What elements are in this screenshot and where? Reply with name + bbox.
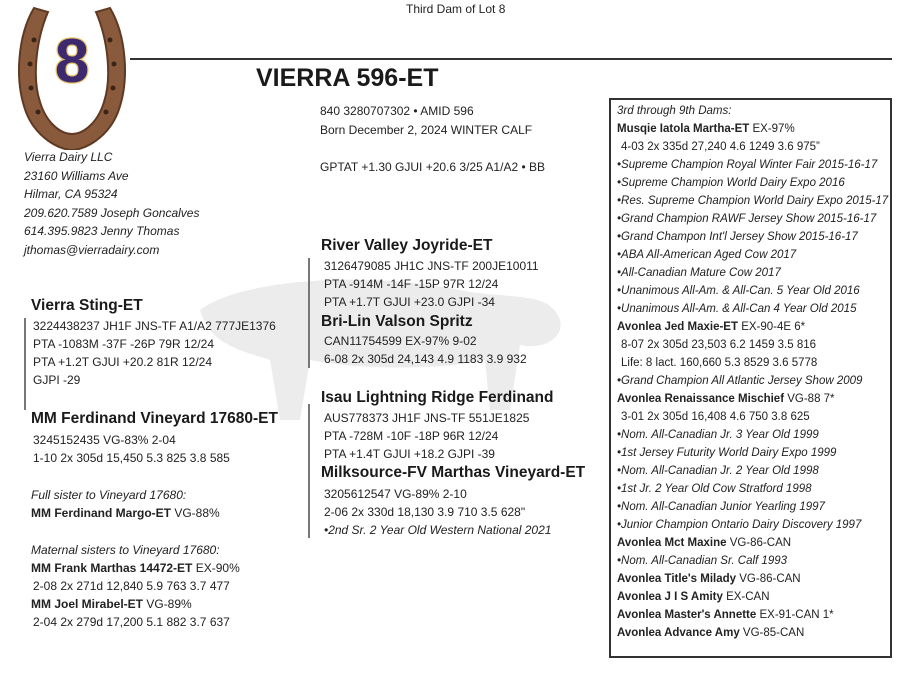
breeder-info bbox=[24, 148, 199, 260]
maternal-sister-name: MM Frank Marthas 14472-ET bbox=[31, 561, 193, 575]
dam-dam-line: 2-06 2x 330d 18,130 3.9 710 3.5 628" bbox=[324, 505, 526, 519]
dam-dam-line: 3205612547 VG-89% 2-10 bbox=[324, 487, 467, 501]
dams-heading: 3rd through 9th Dams: bbox=[617, 105, 732, 117]
dam-5-award: •1st Jr. 2 Year Old Cow Stratford 1998 bbox=[617, 483, 812, 495]
maternal-sister-score: EX-90% bbox=[192, 561, 240, 575]
dam-line: 3245152435 VG-83% 2-04 bbox=[33, 433, 176, 447]
dam-line: 1-10 2x 305d 15,450 5.3 825 3.8 585 bbox=[33, 451, 230, 465]
dam-9-name: Avonlea Master's Annette bbox=[617, 609, 757, 621]
maternal-sister-record: 2-04 2x 279d 17,200 5.1 882 3.7 637 bbox=[33, 615, 230, 629]
dam-6-score: VG-86-CAN bbox=[726, 537, 792, 549]
maternal-sister-name: MM Joel Mirabel-ET bbox=[31, 597, 144, 611]
sire-line: PTA -1083M -37F -26P 79R 12/24 bbox=[33, 337, 214, 351]
dam-3-award: •Supreme Champion World Dairy Expo 2016 bbox=[617, 177, 845, 189]
breeder-phone-1: 209.620.7589 Joseph Goncalves bbox=[24, 205, 200, 220]
dam-3-score: EX-97% bbox=[749, 123, 795, 135]
maternal-sister-record: 2-08 2x 271d 12,840 5.9 763 3.7 477 bbox=[33, 579, 230, 593]
dam-5-award: •Nom. All-Canadian Junior Yearling 1997 bbox=[617, 501, 825, 513]
dam-5-award: •Junior Champion Ontario Dairy Discovery 1997 bbox=[617, 519, 862, 531]
dam-9-score: EX-91-CAN 1* bbox=[756, 609, 834, 621]
dam-3-award: •All-Canadian Mature Cow 2017 bbox=[617, 267, 781, 279]
dam-4-record: 8-07 2x 305d 23,503 6.2 1459 3.5 816 bbox=[621, 339, 817, 351]
maternal-sister-score: VG-89% bbox=[143, 597, 192, 611]
dam-3-award: •Res. Supreme Champion World Dairy Expo 2015-17 bbox=[617, 195, 889, 207]
dam-dam-name: Milksource-FV Marthas Vineyard-ET bbox=[321, 464, 586, 481]
dam-10-score: VG-85-CAN bbox=[739, 627, 805, 639]
sire-sire-line: 3126479085 JH1C JNS-TF 200JE10011 bbox=[324, 259, 539, 273]
dam-3-award: •Grand Champion RAWF Jersey Show 2015-16-17 bbox=[617, 213, 877, 225]
dam-line-bracket bbox=[308, 404, 310, 538]
breeder-address: 23160 Williams Ave bbox=[24, 168, 129, 183]
dam-8-name: Avonlea J I S Amity bbox=[617, 591, 723, 603]
dam-3-award: •Unanimous All-Am. & All-Can 4 Year Old 2015 bbox=[617, 303, 857, 315]
sire-sire-line: PTA +1.7T GJUI +23.0 GJPI -34 bbox=[324, 295, 495, 309]
dam-dam-note: •2nd Sr. 2 Year Old Western National 2021 bbox=[324, 523, 552, 537]
dam-3-award: •ABA All-American Aged Cow 2017 bbox=[617, 249, 797, 261]
dam-3-name: Musqie Iatola Martha-ET bbox=[617, 123, 750, 135]
sire-dam-name: Bri-Lin Valson Spritz bbox=[321, 313, 473, 330]
dam-5-award: •Nom. All-Canadian Jr. 3 Year Old 1999 bbox=[617, 429, 819, 441]
full-sister-score: VG-88% bbox=[171, 506, 220, 520]
sire-line: GJPI -29 bbox=[33, 373, 81, 387]
sire-sire-name: River Valley Joyride-ET bbox=[321, 237, 493, 254]
sire-dam-line: 6-08 2x 305d 24,143 4.9 1183 3.9 932 bbox=[324, 352, 527, 366]
dam-6-name: Avonlea Mct Maxine bbox=[617, 537, 727, 549]
sire-bracket bbox=[24, 318, 26, 410]
dam-3-award: •Grand Champon Int'l Jersey Show 2015-16-17 bbox=[617, 231, 858, 243]
dam-7-name: Avonlea Title's Milady bbox=[617, 573, 737, 585]
full-sister-heading: Full sister to Vineyard 17680: bbox=[31, 488, 187, 502]
maternal-sisters-section bbox=[31, 541, 240, 631]
sire-line: 3224438237 JH1F JNS-TF A1/A2 777JE1376 bbox=[33, 319, 276, 333]
dam-4-award: •Grand Champion All Atlantic Jersey Show 2009 bbox=[617, 375, 863, 387]
horseshoe-logo bbox=[12, 0, 132, 150]
registration-line: 840 3280707302 • AMID 596 bbox=[320, 104, 474, 118]
dam-3-award: •Unanimous All-Am. & All-Can. 5 Year Old 2016 bbox=[617, 285, 860, 297]
dam-4-lifetime: Life: 8 lact. 160,660 5.3 8529 3.6 5778 bbox=[621, 357, 818, 369]
sire-line: PTA +1.2T GJUI +20.2 81R 12/24 bbox=[33, 355, 212, 369]
dam-name: MM Ferdinand Vineyard 17680-ET bbox=[31, 410, 278, 427]
dam-sire-line: PTA +1.4T GJUI +18.2 GJPI -39 bbox=[324, 447, 495, 461]
dam-sire-name: Isau Lightning Ridge Ferdinand bbox=[321, 389, 554, 406]
dams-list bbox=[617, 102, 888, 642]
sire-dam-line: CAN11754599 EX-97% 9-02 bbox=[324, 334, 477, 348]
sire-sire-line: PTA -914M -14F -15P 97R 12/24 bbox=[324, 277, 499, 291]
breeder-phone-2: 614.395.9823 Jenny Thomas bbox=[24, 224, 180, 239]
sire-details bbox=[33, 317, 276, 389]
animal-name: VIERRA 596-ET bbox=[256, 64, 439, 92]
dam-3-record: 4-03 2x 335d 27,240 4.6 1249 3.6 975” bbox=[621, 141, 820, 153]
header-rule bbox=[130, 58, 892, 60]
breeder-city: Hilmar, CA 95324 bbox=[24, 187, 118, 202]
maternal-sisters-heading: Maternal sisters to Vineyard 17680: bbox=[31, 543, 220, 557]
full-sister-name: MM Ferdinand Margo-ET bbox=[31, 506, 171, 520]
dam-dam-details bbox=[324, 485, 551, 539]
sire-sire-details bbox=[324, 257, 539, 311]
dam-10-name: Avonlea Advance Amy bbox=[617, 627, 740, 639]
dam-8-score: EX-CAN bbox=[722, 591, 770, 603]
lot-number: 8 bbox=[54, 27, 90, 96]
dam-4-name: Avonlea Jed Maxie-ET bbox=[617, 321, 739, 333]
dam-7-score: VG-86-CAN bbox=[736, 573, 801, 585]
dam-6-award: •Nom. All-Canadian Sr. Calf 1993 bbox=[617, 555, 788, 567]
breeder-email: jthomas@vierradairy.com bbox=[24, 242, 160, 257]
birth-line: Born December 2, 2024 WINTER CALF bbox=[320, 123, 533, 137]
sire-dam-details bbox=[324, 332, 527, 368]
dam-5-record: 3-01 2x 305d 16,408 4.6 750 3.8 625 bbox=[621, 411, 810, 423]
sire-line-bracket bbox=[308, 258, 310, 368]
dam-4-score: EX-90-4E 6* bbox=[738, 321, 806, 333]
dam-sire-line: AUS778373 JH1F JNS-TF 551JE1825 bbox=[324, 411, 530, 425]
dam-5-name: Avonlea Renaissance Mischief bbox=[617, 393, 785, 405]
dam-details bbox=[33, 431, 230, 467]
dam-sire-line: PTA -728M -10F -18P 96R 12/24 bbox=[324, 429, 499, 443]
dam-5-award: •Nom. All-Canadian Jr. 2 Year Old 1998 bbox=[617, 465, 819, 477]
dam-sire-details bbox=[324, 409, 529, 463]
dam-3-award: •Supreme Champion Royal Winter Fair 2015-16-17 bbox=[617, 159, 878, 171]
breeder-name: Vierra Dairy LLC bbox=[24, 150, 113, 164]
dam-5-score: VG-88 7* bbox=[784, 393, 835, 405]
header-title: Third Dam of Lot 8 bbox=[406, 2, 506, 16]
dam-5-award: •1st Jersey Futurity World Dairy Expo 1999 bbox=[617, 447, 837, 459]
full-sister-section bbox=[31, 486, 220, 522]
genomic-line: GPTAT +1.30 GJUI +20.6 3/25 A1/A2 • BB bbox=[320, 160, 545, 174]
sire-name: Vierra Sting-ET bbox=[31, 297, 143, 314]
